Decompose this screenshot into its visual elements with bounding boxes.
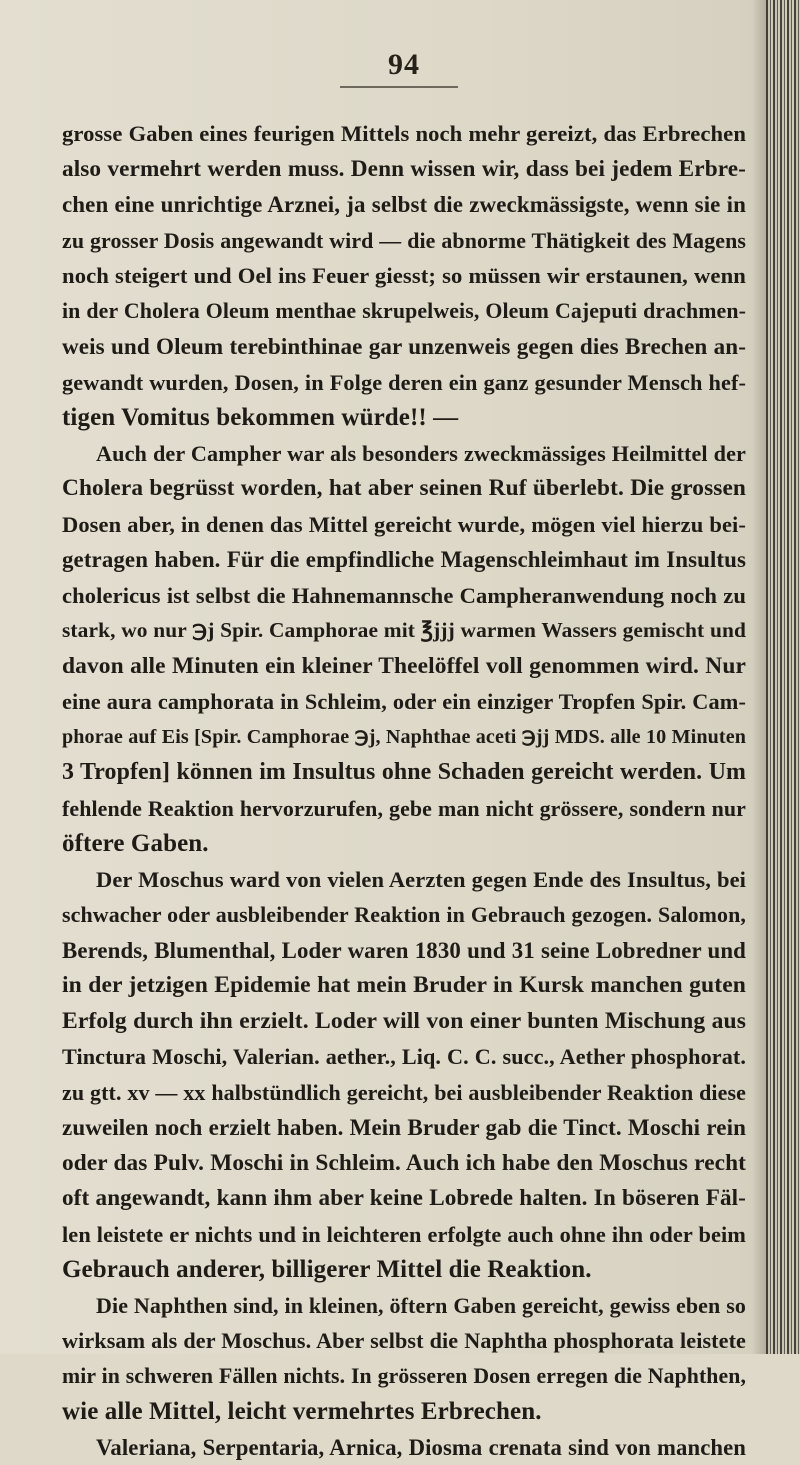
text-line: weis und Oleum terebinthinae gar unzenweis gegen dies Brechen an-	[62, 329, 746, 365]
text-line: tigen Vomitus bekommen würde!! —	[62, 400, 746, 436]
text-line: Die Naphthen sind, in kleinen, öftern Gaben gereicht, gewiss eben so	[62, 1288, 746, 1324]
text-line: zu gtt. xv — xx halbstündlich gereicht, bei ausbleibender Reaktion diese	[62, 1075, 746, 1111]
text-line: davon alle Minuten ein kleiner Theelöffel voll genommen wird. Nur	[62, 649, 746, 685]
text-line: getragen haben. Für die empfindliche Magenschleimhaut im Insultus	[62, 542, 746, 578]
text-line: Gebrauch anderer, billigerer Mittel die Reaktion.	[62, 1252, 746, 1288]
text-line: wirksam als der Moschus. Aber selbst die Naphtha phosphorata leistete	[62, 1323, 746, 1359]
text-line: wie alle Mittel, leicht vermehrtes Erbrechen.	[62, 1394, 746, 1430]
text-line: eine aura camphorata in Schleim, oder ein einziger Tropfen Spir. Cam-	[62, 684, 746, 720]
text-line: gewandt wurden, Dosen, in Folge deren ein ganz gesunder Mensch hef-	[62, 365, 746, 401]
text-line: in der jetzigen Epidemie hat mein Bruder in Kursk manchen guten	[62, 968, 746, 1004]
text-line: fehlende Reaktion hervorzurufen, gebe man nicht grössere, sondern nur	[62, 791, 746, 827]
text-line: Der Moschus ward von vielen Aerzten gegen Ende des Insultus, bei	[62, 862, 746, 898]
text-line: also vermehrt werden muss. Denn wissen wir, dass bei jedem Erbre-	[62, 152, 746, 188]
text-line: Tinctura Moschi, Valerian. aether., Liq. C. C. succ., Aether phosphorat.	[62, 1039, 746, 1075]
text-line: noch steigert und Oel ins Feuer giesst; so müssen wir erstaunen, wenn	[62, 258, 746, 294]
text-line: len leistete er nichts und in leichteren erfolgte auch ohne ihn oder beim	[62, 1217, 746, 1253]
text-line: phorae auf Eis [Spir. Camphorae ℈j, Naphthae aceti ℈jj MDS. alle 10 Minuten	[62, 720, 746, 756]
header-rule	[340, 86, 458, 88]
text-line: schwacher oder ausbleibender Reaktion in Gebrauch gezogen. Salomon,	[62, 897, 746, 933]
text-line: stark, wo nur ℈j Spir. Camphorae mit ℥jjj warmen Wassers gemischt und	[62, 613, 746, 649]
body-text	[62, 116, 746, 1465]
text-line: chen eine unrichtige Arznei, ja selbst die zweckmässigste, wenn sie in	[62, 187, 746, 223]
text-line: oder das Pulv. Moschi in Schleim. Auch ich habe den Moschus recht	[62, 1146, 746, 1182]
text-line: Berends, Blumenthal, Loder waren 1830 und 31 seine Lobredner und	[62, 933, 746, 969]
text-line: oft angewandt, kann ihm aber keine Lobrede halten. In böseren Fäl-	[62, 1181, 746, 1217]
text-line: Cholera begrüsst worden, hat aber seinen Ruf überlebt. Die grossen	[62, 471, 746, 507]
book-spine-edge	[766, 0, 800, 1354]
text-line: Auch der Campher war als besonders zweckmässiges Heilmittel der	[62, 436, 746, 472]
text-line: zuweilen noch erzielt haben. Mein Bruder gab die Tinct. Moschi rein	[62, 1110, 746, 1146]
text-line: zu grosser Dosis angewandt wird — die abnorme Thätigkeit des Magens	[62, 223, 746, 259]
text-line: in der Cholera Oleum menthae skrupelweis, Oleum Cajeputi drachmen-	[62, 294, 746, 330]
text-line: cholericus ist selbst die Hahnemannsche Campheranwendung noch zu	[62, 578, 746, 614]
text-line: öftere Gaben.	[62, 826, 746, 862]
text-line: 3 Tropfen] können im Insultus ohne Schaden gereicht werden. Um	[62, 755, 746, 791]
text-line: Dosen aber, in denen das Mittel gereicht wurde, mögen viel hierzu bei-	[62, 507, 746, 543]
text-line: Erfolg durch ihn erzielt. Loder will von einer bunten Mischung aus	[62, 1004, 746, 1040]
text-line: grosse Gaben eines feurigen Mittels noch mehr gereizt, das Erbrechen	[62, 116, 746, 152]
text-line: mir in schweren Fällen nichts. In grösseren Dosen erregen die Naphthen,	[62, 1359, 746, 1395]
text-line: Valeriana, Serpentaria, Arnica, Diosma crenata sind von manchen	[62, 1430, 746, 1465]
page-number: 94	[388, 48, 420, 82]
